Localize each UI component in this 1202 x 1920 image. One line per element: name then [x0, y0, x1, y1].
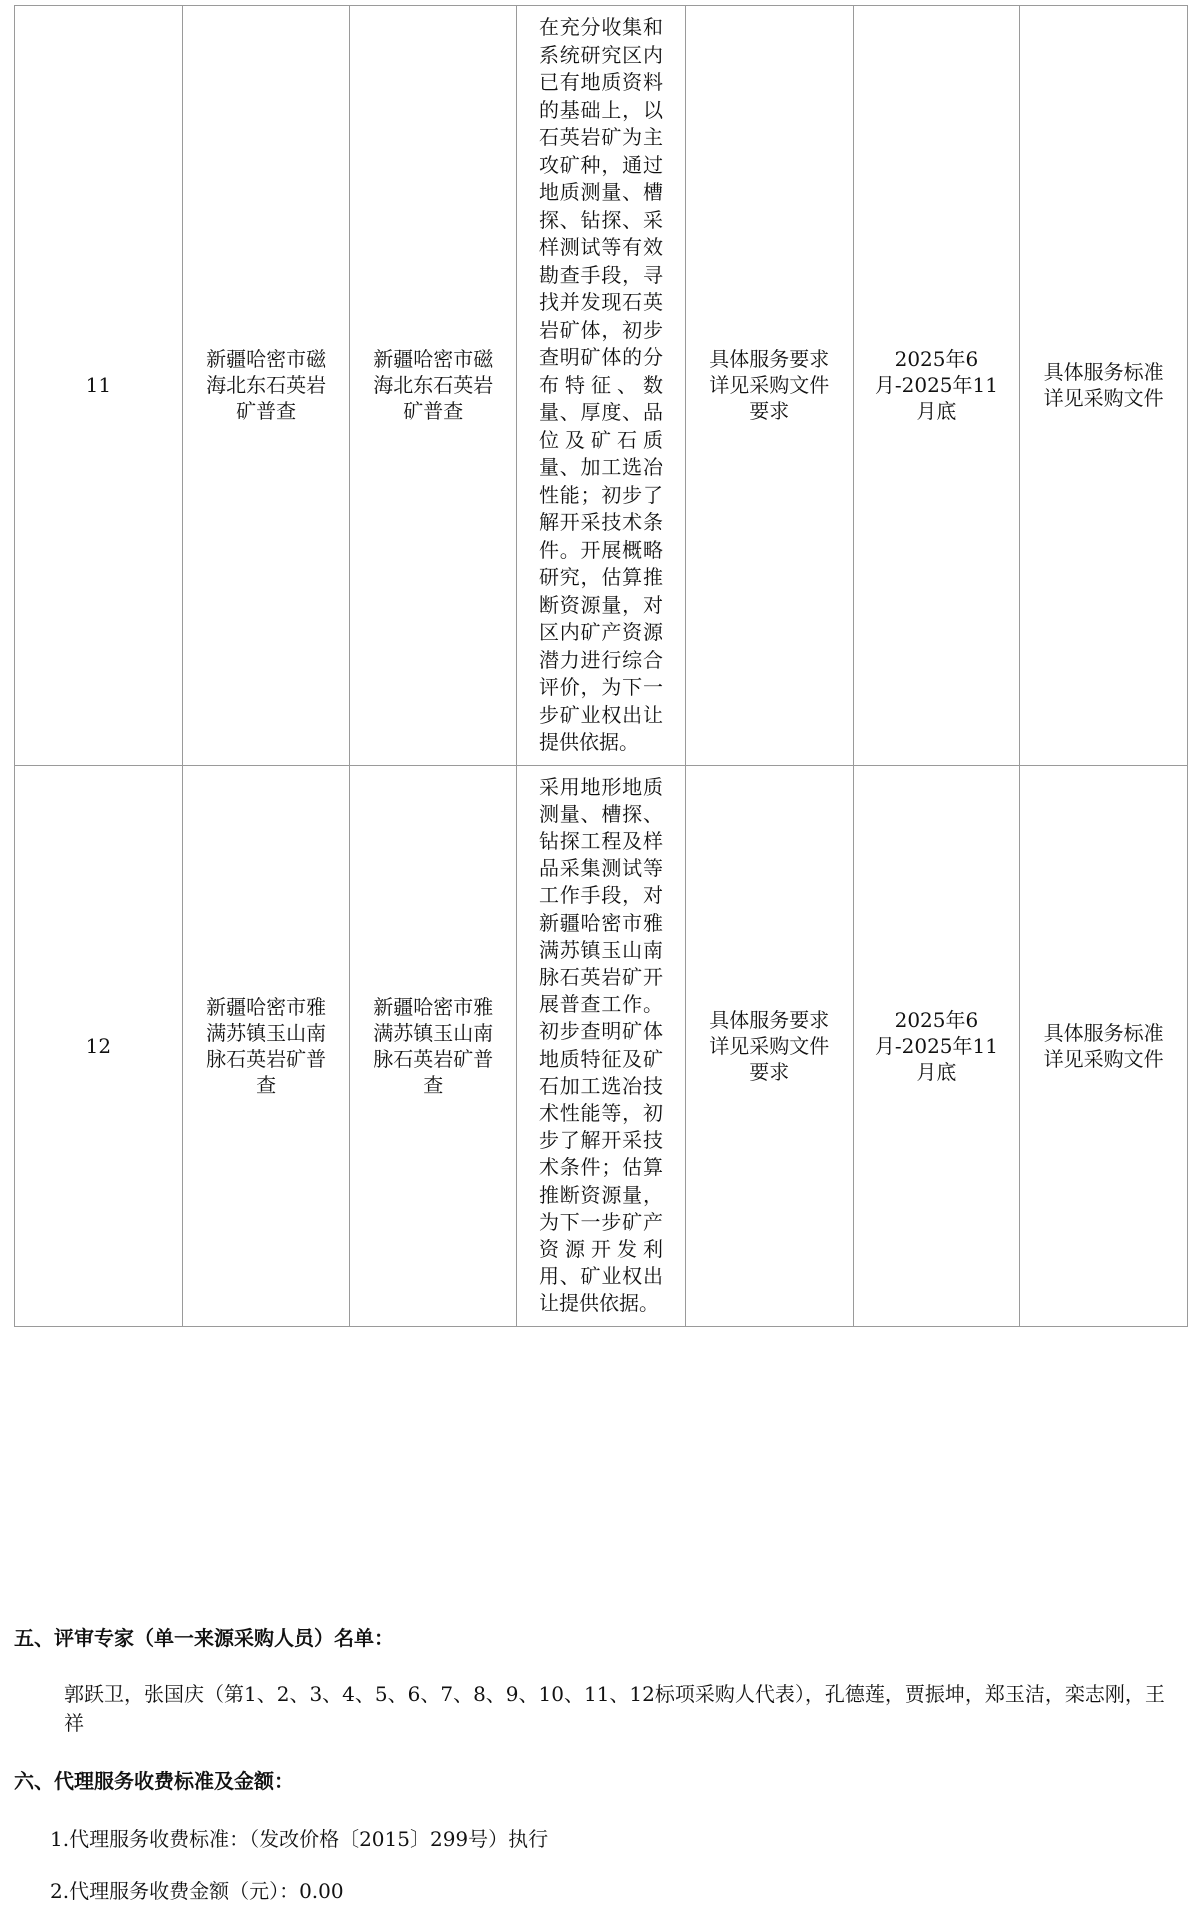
project-name: 新疆哈密市磁海北东石英岩矿普查 [206, 347, 327, 424]
expert-list: 郭跃卫，张国庆（第1、2、3、4、5、6、7、8、9、10、11、12标项采购人代表），孔德莲，贾振坤，郑玉洁，栾志刚，王祥 [64, 1682, 1165, 1735]
row-number: 11 [15, 6, 183, 766]
project-name: 新疆哈密市雅满苏镇玉山南脉石英岩矿普查 [206, 994, 327, 1097]
service-period: 2025年6月-2025年11月底 [874, 1007, 998, 1084]
fee-amount: 2.代理服务收费金额（元）：0.00 [50, 1879, 344, 1903]
row-number: 12 [15, 765, 183, 1326]
project-table [14, 5, 1188, 1327]
fee-standard: 1.代理服务收费标准：（发改价格〔2015〕299号）执行 [50, 1827, 549, 1851]
section-6-title: 六、代理服务收费标准及金额： [14, 1769, 294, 1793]
table-row [15, 765, 1188, 1326]
service-standard: 具体服务标准详见采购文件 [1043, 360, 1164, 411]
service-period: 2025年6月-2025年11月底 [874, 347, 998, 424]
section-5-title: 五、评审专家（单一来源采购人员）名单： [14, 1626, 394, 1650]
table-row [15, 6, 1188, 766]
project-content: 采用地形地质测量、槽探、钻探工程及样品采集测试等工作手段，对新疆哈密市雅满苏镇玉山南脉石英岩矿开展普查工作。初步查明矿体地质特征及矿石加工选冶技术性能等，初步了解开采技术条件；估算推断资源量，为下一步矿产资源开发利用、矿业权出让提供依据。 [538, 774, 663, 1316]
service-standard: 具体服务标准详见采购文件 [1043, 1020, 1164, 1071]
package-name: 新疆哈密市磁海北东石英岩矿普查 [373, 347, 494, 424]
service-requirement: 具体服务要求详见采购文件要求 [709, 347, 830, 424]
service-requirement: 具体服务要求详见采购文件要求 [709, 1007, 830, 1084]
project-content: 在充分收集和系统研究区内已有地质资料的基础上，以石英岩矿为主攻矿种，通过地质测量、槽探、钻探、采样测试等有效勘查手段，寻找并发现石英岩矿体，初步查明矿体的分布特征、数量、厚度、品位及矿石质量、加工选冶性能；初步了解开采技术条件。开展概略研究，估算推断资源量，对区内矿产资源潜力进行综合评价，为下一步矿业权出让提供依据。 [538, 15, 663, 754]
package-name: 新疆哈密市雅满苏镇玉山南脉石英岩矿普查 [373, 994, 494, 1097]
